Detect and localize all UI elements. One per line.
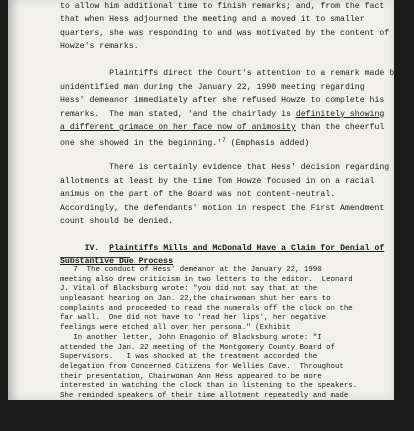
footnote-line: allow an additional 10 minutes to their 30-minute allotment." (60, 421, 331, 429)
paragraph-continued (60, 0, 390, 54)
section-title: Plaintiffs Mills and McDonald Have a Claim for Denial of (109, 243, 385, 253)
section-title: Substantive Due Process (60, 257, 174, 267)
section-heading (60, 242, 386, 269)
text-line (60, 134, 386, 147)
footnote-line: complaints and proceeded to read the numerals off the clock on the (60, 304, 353, 313)
text-line: unidentified man during the January 22, 1990 meeting regarding (60, 82, 365, 92)
paragraph-remark (60, 67, 414, 149)
text-line: count should be denied. (60, 217, 174, 226)
footnote-line: meeting also drew criticism in two letters to the editor. Leonard (60, 275, 353, 284)
text-span: than the cheerful (295, 122, 385, 132)
footnote-reference: 7 (222, 137, 226, 145)
text-span: one she showed in the beginning.' (60, 139, 223, 149)
text-line: quarters, she was responding to and was motivated by the content of (60, 28, 390, 38)
footnote-line: 7 The conduct of Hess' demeanor at the January 22, 1990 (60, 266, 322, 274)
text-line: Accordingly, the defendants' motion in respect the First Amendment (60, 203, 385, 213)
footnote-line: it clear that her main concern was getting finished with the (60, 401, 327, 410)
text-line: to allow him additional time to finish remarks; and, from the fact (60, 2, 385, 11)
blank-line (60, 54, 386, 67)
blank-line (60, 148, 386, 161)
text-line (60, 121, 386, 134)
text-line: animus on the part of the Board was not content-neutral. (60, 190, 336, 200)
blank-line (60, 228, 386, 241)
text-span: There is certainly evidence that Hess' decision regarding time (109, 163, 414, 173)
footnote-line: presentation rather than hearing the information. She refused to (60, 411, 349, 420)
text-line (60, 108, 386, 121)
footnote-line: J. Vital of Blacksburg wrote: "you did not say that at the (60, 285, 318, 294)
text-line (60, 242, 386, 255)
footnote-line: feelings were etched all over her persona." (Exhibit (60, 324, 291, 333)
text-span: remarks. The man stated, 'and the chairlady is (60, 109, 296, 119)
footnote-line: Supervisors. I was shocked at the treatment accorded the (60, 353, 318, 362)
paragraph-conclusion (60, 161, 414, 228)
footnote-line: She reminded speakers of their time allotment repeatedly and made (60, 391, 349, 400)
footnote (60, 266, 390, 431)
footnote-divider (60, 257, 130, 258)
page-edge-shadow (8, 0, 20, 400)
footnote-line: their presentation, Chairwoman Ann Hess appeared to be more (60, 372, 322, 381)
body-text (60, 0, 414, 269)
footnote-line: attended the Jan. 22 meeting of the Montgomery County Board of (60, 343, 335, 352)
text-line: Howze's remarks. (60, 42, 139, 52)
text-line: that when Hess adjourned the meeting and a moved it to smaller (60, 15, 365, 25)
footnote-line: far wall. One did not have to 'read her lips', her negative (60, 314, 327, 323)
text-line: Hess' demeanor immediately after she refused Howze to complete his (60, 96, 385, 106)
footnote-line: unpleasant hearing on Jan. 22,the chairwoman shut her ears to (60, 295, 331, 304)
text-span: (Emphasis added) (225, 139, 310, 149)
section-number: IV. (84, 243, 100, 253)
text-span: Plaintiffs direct the Court's attention to a remark made by an (109, 69, 414, 79)
underlined-text: a different grimace on her face now of animosity (60, 122, 296, 132)
footnote-line: interested in watching the clock than in listening to the speakers. (60, 382, 358, 391)
footnote-line: In another letter, John Enagonio of Blacksburg wrote: "I (60, 333, 322, 342)
text-line (60, 67, 414, 80)
underlined-text: definitely showing (295, 109, 385, 119)
text-line: allotments at least by the time Tom Howze focused in on a racial (60, 176, 375, 186)
text-line (60, 161, 414, 174)
footnote-line: delegation from Concerned Citizens for Wellies Cave. Throughout (60, 362, 344, 371)
document-page (8, 0, 414, 429)
